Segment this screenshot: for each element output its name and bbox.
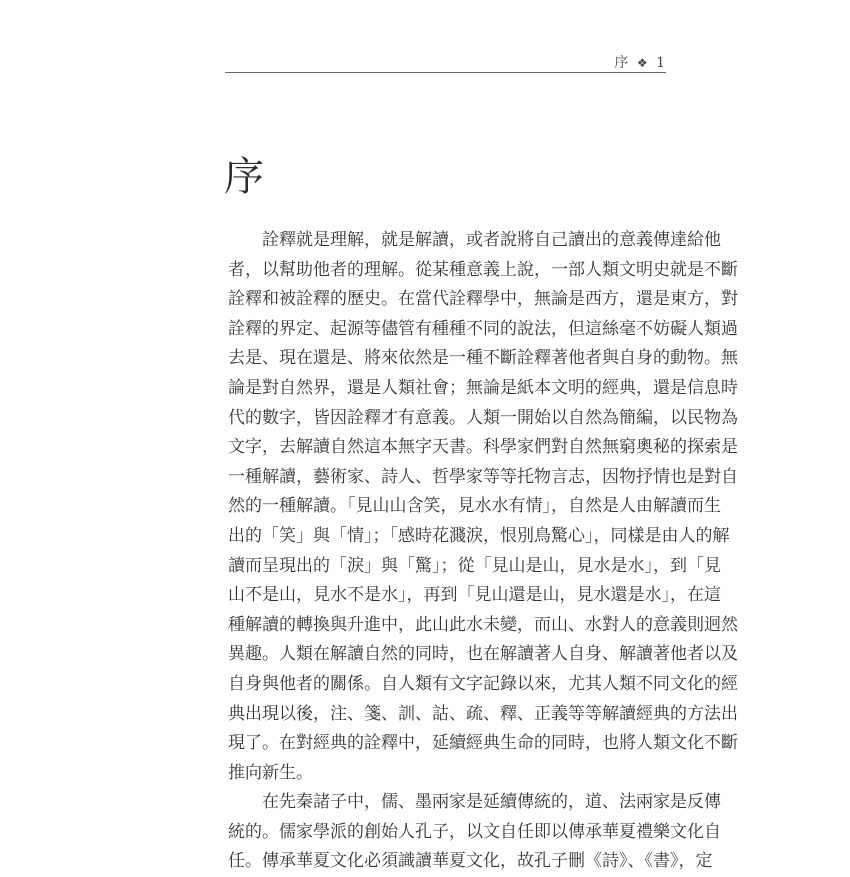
text-line: 自身與他者的關係。自人類有文字記錄以來，尤其人類不同文化的經 (228, 673, 738, 694)
text-line: 異趣。人類在解讀自然的同時，也在解讀著人自身、解讀著他者以及 (228, 644, 738, 665)
text-line: 讀而呈現出的「淚」與「驚」；從「見山是山，見水是水」，到「見 (228, 555, 721, 576)
text-line: 然的一種解讀。「見山山含笑，見水水有情」，自然是人由解讀而生 (228, 496, 721, 517)
text-line: 代的數字，皆因詮釋才有意義。人類一開始以自然為簡編，以民物為 (228, 407, 738, 428)
fleuron-ornament-icon: ❖ (636, 56, 649, 70)
chapter-title: 序 (224, 153, 264, 200)
text-line: 出的「笑」與「情」；「感時花濺淚，恨別鳥驚心」，同樣是由人的解 (228, 525, 730, 546)
text-line: 現了。在對經典的詮釋中，延續經典生命的同時，也將人類文化不斷 (228, 733, 738, 754)
text-line: 文字，去解讀自然這本無字天書。科學家們對自然無窮奧秘的探索是 (228, 437, 738, 458)
text-line: 山不是山，見水不是水」，再到「見山還是山，見水還是水」，在這 (228, 585, 721, 606)
text-line: 詮釋和被詮釋的歷史。在當代詮釋學中，無論是西方，還是東方，對 (228, 289, 738, 310)
running-head (225, 52, 666, 72)
running-head-section: 序 (614, 55, 630, 71)
text-line: 一種解讀，藝術家、詩人、哲學家等等托物言志，因物抒情也是對自 (228, 466, 738, 487)
text-line: 在先秦諸子中，儒、墨兩家是延續傳統的，道、法兩家是反傳 (228, 792, 721, 813)
text-line-paragraph-end: 推向新生。 (228, 762, 313, 783)
page-number: 1 (656, 55, 666, 71)
text-line: 典出現以後，注、箋、訓、詁、疏、釋、正義等等解讀經典的方法出 (228, 703, 738, 724)
text-line: 論是對自然界，還是人類社會；無論是紙本文明的經典，還是信息時 (228, 377, 738, 398)
text-line: 種解讀的轉換與升進中，此山此水未變，而山、水對人的意義則迥然 (228, 614, 738, 635)
header-rule (225, 72, 666, 73)
text-line: 去是、現在還是、將來依然是一種不斷詮釋著他者與自身的動物。無 (228, 348, 738, 369)
text-line: 詮釋就是理解，就是解讀，或者說將自己讀出的意義傳達給他 (228, 230, 721, 250)
body-text (228, 226, 738, 877)
text-line: 統的。儒家學派的創始人孔子，以文自任即以傳承華夏禮樂文化自 (228, 821, 721, 842)
text-line: 者，以幫助他者的理解。從某種意義上說，一部人類文明史就是不斷 (228, 259, 738, 280)
text-line: 任。傳承華夏文化必須識讀華夏文化，故孔子刪《詩》、《書》，定 (228, 851, 713, 872)
text-line: 詮釋的界定、起源等儘管有種種不同的說法，但這絲毫不妨礙人類過 (228, 318, 738, 339)
